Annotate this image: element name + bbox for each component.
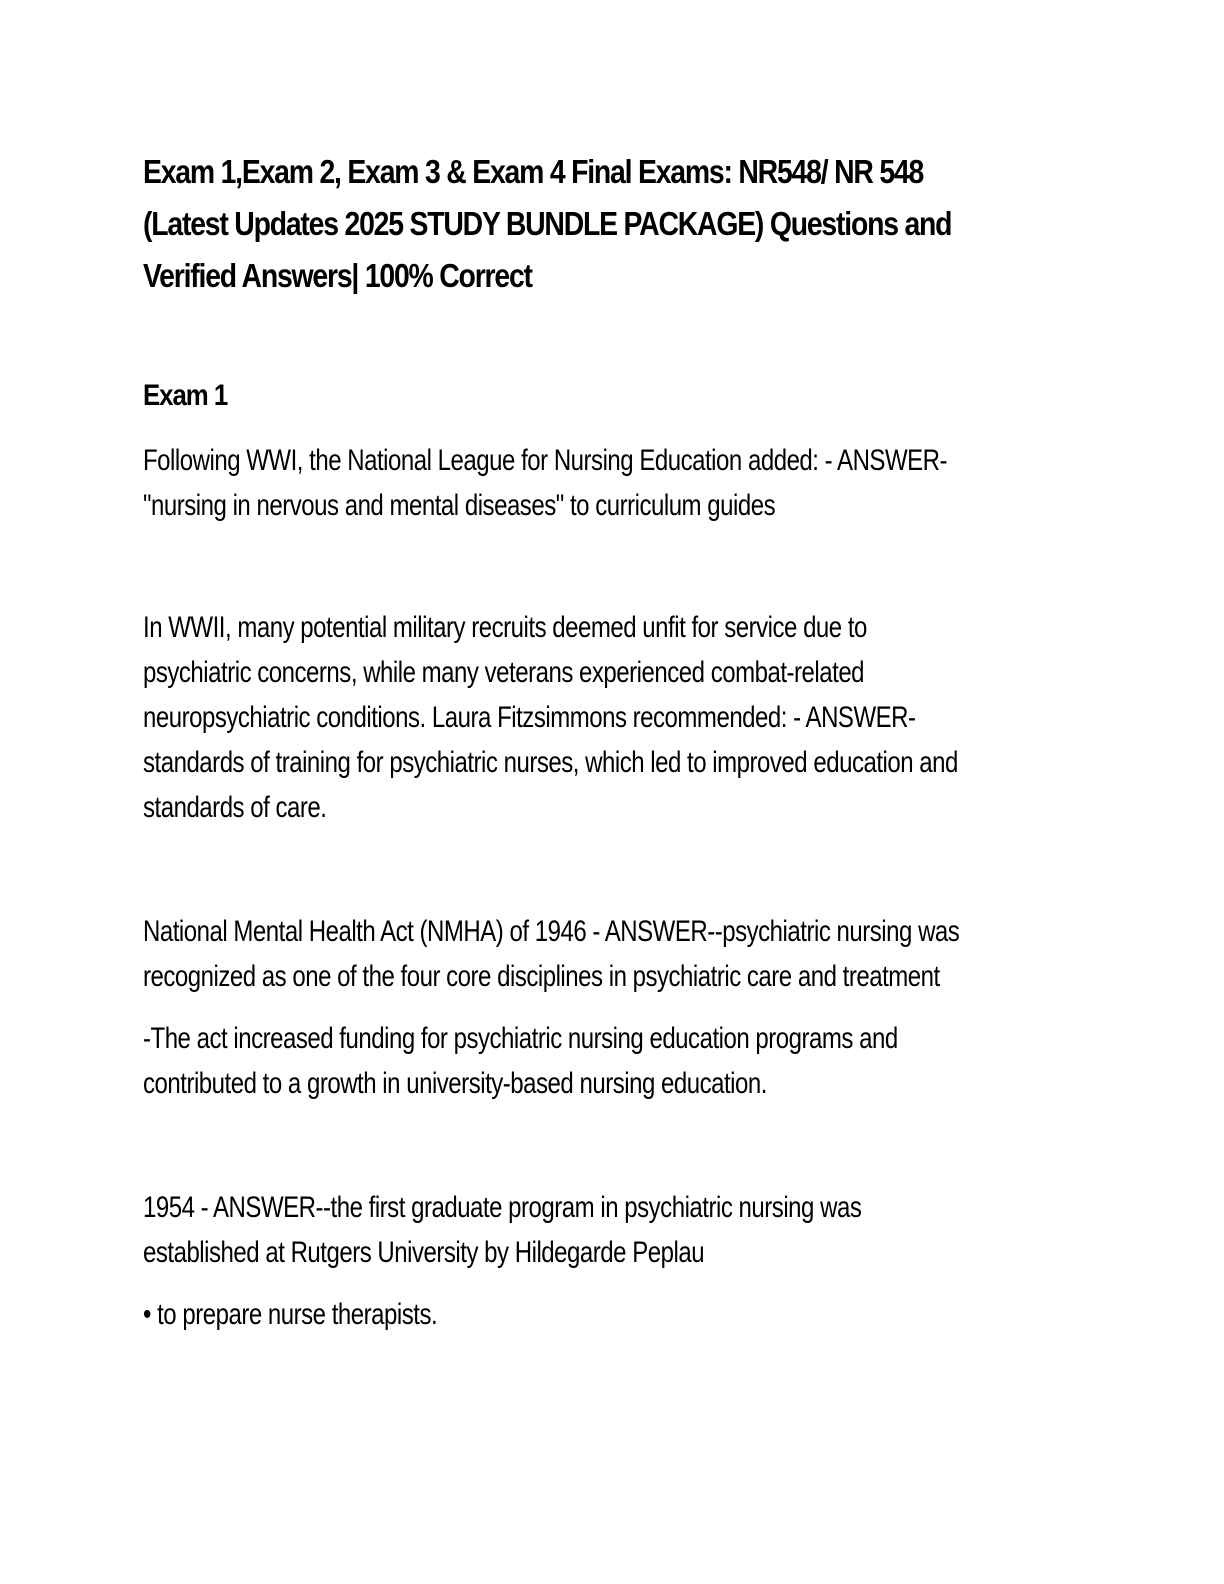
question-answer-item — [143, 909, 1071, 999]
text-line: In WWII, many potential military recruits deemed unfit for service due to — [143, 611, 867, 644]
text-line: "nursing in nervous and mental diseases" to curriculum guides — [143, 489, 776, 522]
text-line: Following WWI, the National League for Nursing Education added: - ANSWER- — [143, 444, 948, 477]
text-line: National Mental Health Act (NMHA) of 1946 - ANSWER--psychiatric nursing was — [143, 915, 960, 948]
title-line: (Latest Updates 2025 STUDY BUNDLE PACKAGE) Questions and — [143, 205, 952, 242]
text-line: standards of care. — [143, 791, 327, 824]
document-title — [143, 146, 1089, 302]
question-answer-item — [143, 438, 1071, 528]
text-line: established at Rutgers University by Hildegarde Peplau — [143, 1236, 705, 1269]
document-page — [143, 146, 1083, 1331]
text-line: 1954 - ANSWER--the first graduate program in psychiatric nursing was — [143, 1191, 862, 1224]
text-line: recognized as one of the four core disciplines in psychiatric care and treatment — [143, 960, 940, 993]
text-line: psychiatric concerns, while many veterans experienced combat-related — [143, 656, 865, 689]
text-line: -The act increased funding for psychiatric nursing education programs and — [143, 1022, 898, 1055]
text-line: neuropsychiatric conditions. Laura Fitzsimmons recommended: - ANSWER- — [143, 701, 916, 734]
title-line: Verified Answers| 100% Correct — [143, 257, 532, 294]
text-line: standards of training for psychiatric nurses, which led to improved education and — [143, 746, 958, 779]
answer-continuation — [143, 1016, 1071, 1106]
text-line: contributed to a growth in university-based nursing education. — [143, 1067, 767, 1100]
title-line: Exam 1,Exam 2, Exam 3 & Exam 4 Final Exams: NR548/ NR 548 — [143, 153, 924, 190]
question-answer-item — [143, 1185, 1071, 1275]
question-answer-item — [143, 605, 1071, 830]
answer-bullet — [143, 1292, 1071, 1337]
section-heading: Exam 1 — [143, 379, 228, 412]
text-line: • to prepare nurse therapists. — [143, 1298, 438, 1331]
